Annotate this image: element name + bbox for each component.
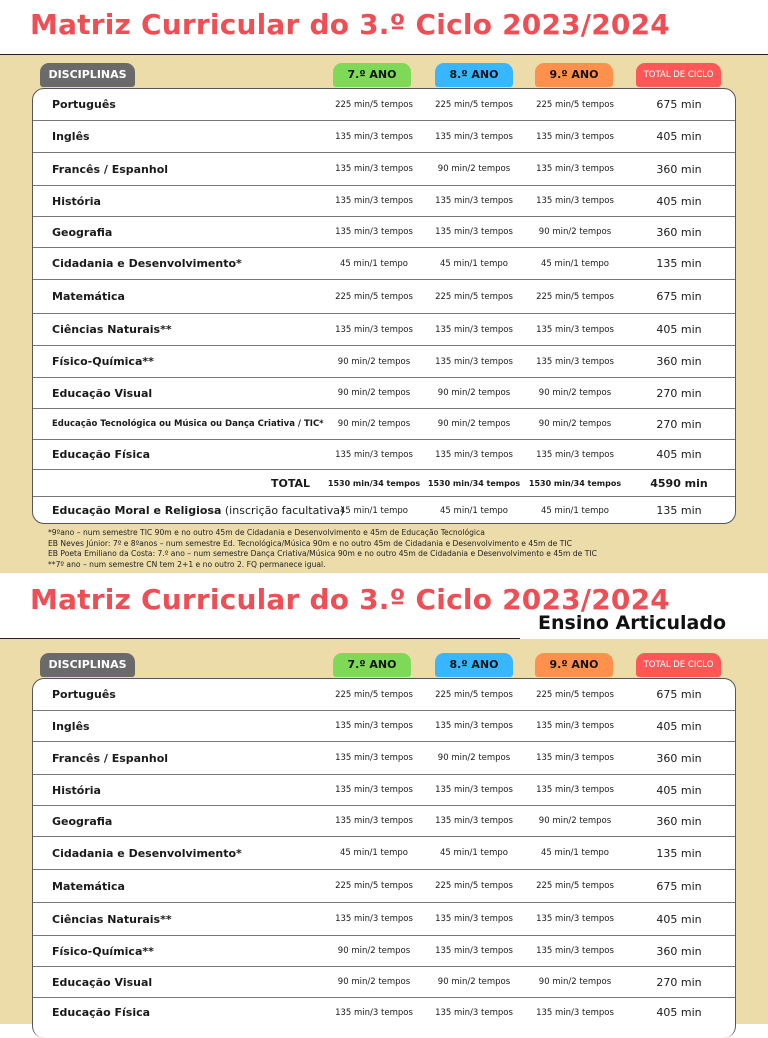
total-value: 360 min bbox=[656, 814, 702, 828]
9-ano-value: 225 min/5 tempos bbox=[536, 881, 614, 891]
9-ano-value: 45 min/1 tempo bbox=[541, 848, 609, 858]
emr-note: (inscrição facultativa) bbox=[221, 504, 345, 517]
7-ano-value: 90 min/2 tempos bbox=[337, 388, 411, 398]
8-ano-value: 90 min/2 tempos bbox=[437, 977, 511, 987]
footnote: *9ºano – num semestre TIC 90m e no outro 45m de Cidadania e Desenvolvimento e 45m de Educação Tecnológica bbox=[48, 528, 485, 537]
9-ano-value: 135 min/3 tempos bbox=[536, 1007, 614, 1018]
grand-total: 4590 min bbox=[650, 476, 708, 490]
8-ano-value: 45 min/1 tempo bbox=[440, 505, 508, 516]
table-row bbox=[33, 997, 735, 1027]
total-value: 360 min bbox=[656, 225, 702, 239]
table-row bbox=[33, 313, 735, 345]
7-ano-value: 90 min/2 tempos bbox=[337, 946, 411, 956]
subject-name: Ciências Naturais** bbox=[52, 912, 172, 926]
total-value: 135 min bbox=[656, 504, 702, 517]
subject-name: Francês / Espanhol bbox=[52, 162, 169, 176]
9-ano-value: 135 min/3 tempos bbox=[536, 164, 614, 174]
footnotes bbox=[48, 528, 748, 570]
9-ano-value: 135 min/3 tempos bbox=[536, 785, 614, 795]
9-ano-value: 225 min/5 tempos bbox=[536, 99, 614, 110]
total-value: 135 min bbox=[656, 846, 702, 860]
9-ano-value: 90 min/2 tempos bbox=[538, 419, 612, 429]
8-ano-value: 45 min/1 tempo bbox=[440, 848, 508, 858]
total-value: 675 min bbox=[656, 290, 702, 303]
subject-name: Físico-Química** bbox=[52, 944, 154, 958]
table-row bbox=[33, 89, 735, 120]
8-ano-value: 135 min/3 tempos bbox=[435, 356, 513, 367]
page-title-articulado: Matriz Curricular do 3.º Ciclo 2023/2024 bbox=[30, 583, 670, 616]
total-value: 675 min bbox=[656, 879, 702, 893]
7-ano-value: 225 min/5 tempos bbox=[335, 689, 413, 700]
header-8-ano: 8.º ANO bbox=[435, 653, 513, 677]
7-ano-value: 135 min/3 tempos bbox=[335, 131, 413, 142]
total-value: 405 min bbox=[656, 130, 702, 143]
table-row-emr bbox=[33, 496, 735, 524]
header-7-ano: 7.º ANO bbox=[333, 63, 411, 87]
9-ano-value: 90 min/2 tempos bbox=[538, 227, 612, 237]
header-total-ciclo: TOTAL DE CICLO bbox=[636, 653, 721, 677]
table-row bbox=[33, 377, 735, 408]
9-ano-value: 90 min/2 tempos bbox=[538, 816, 612, 826]
7-ano-value: 225 min/5 tempos bbox=[335, 291, 413, 302]
total-value: 405 min bbox=[656, 194, 702, 208]
8-ano-value: 90 min/2 tempos bbox=[437, 164, 511, 174]
8-ano-value: 225 min/5 tempos bbox=[435, 99, 513, 110]
9-ano-value: 135 min/3 tempos bbox=[536, 356, 614, 367]
total-value: 405 min bbox=[656, 1006, 702, 1019]
header-total-ciclo: TOTAL DE CICLO bbox=[636, 63, 721, 87]
subject-name: Português bbox=[52, 98, 116, 111]
subject-name: Educação Visual bbox=[52, 386, 153, 400]
9-ano-value: 135 min/3 tempos bbox=[536, 753, 614, 763]
7-ano-value: 135 min/3 tempos bbox=[335, 816, 413, 826]
total-value: 405 min bbox=[656, 323, 702, 336]
9-ano-value: 135 min/3 tempos bbox=[536, 914, 614, 924]
9-ano-value: 135 min/3 tempos bbox=[536, 324, 614, 335]
table-row bbox=[33, 152, 735, 185]
9-ano-value: 90 min/2 tempos bbox=[538, 388, 612, 398]
7-ano-value: 135 min/3 tempos bbox=[335, 196, 413, 206]
emr-name: Educação Moral e Religiosa bbox=[52, 504, 222, 517]
total-value: 675 min bbox=[656, 98, 702, 111]
subject-name: Cidadania e Desenvolvimento* bbox=[52, 846, 242, 860]
9-ano-value: 135 min/3 tempos bbox=[536, 721, 614, 731]
8-ano-value: 225 min/5 tempos bbox=[435, 881, 513, 891]
7-ano-value: 225 min/5 tempos bbox=[335, 99, 413, 110]
subtitle-ensino-articulado: Ensino Articulado bbox=[538, 612, 726, 634]
table-row bbox=[33, 836, 735, 869]
subject-name bbox=[52, 497, 344, 524]
9-ano-value: 135 min/3 tempos bbox=[536, 196, 614, 206]
8-ano-value: 135 min/3 tempos bbox=[435, 449, 513, 460]
subject-name: Matemática bbox=[52, 290, 125, 303]
7-ano-value: 135 min/3 tempos bbox=[335, 449, 413, 460]
8-ano-value: 90 min/2 tempos bbox=[437, 753, 511, 763]
subject-name: Educação Tecnológica ou Música ou Dança Criativa / TIC* bbox=[52, 419, 324, 429]
7-ano-value: 135 min/3 tempos bbox=[335, 324, 413, 335]
total-value: 360 min bbox=[656, 944, 702, 958]
total-value: 405 min bbox=[656, 912, 702, 926]
total-value: 270 min bbox=[656, 386, 702, 400]
7-ano-value: 90 min/2 tempos bbox=[337, 356, 411, 367]
total-value: 270 min bbox=[656, 975, 702, 989]
table-row bbox=[33, 869, 735, 902]
8-ano-value: 135 min/3 tempos bbox=[435, 227, 513, 237]
table-row bbox=[33, 185, 735, 216]
table-row bbox=[33, 439, 735, 469]
subject-name: História bbox=[52, 783, 101, 797]
7-ano-value: 135 min/3 tempos bbox=[335, 753, 413, 763]
header-disciplinas: DISCIPLINAS bbox=[40, 653, 135, 677]
total-value: 405 min bbox=[656, 719, 702, 733]
subject-name: Educação Visual bbox=[52, 975, 153, 989]
subject-name: Educação Física bbox=[52, 448, 151, 461]
7-ano-value: 90 min/2 tempos bbox=[337, 977, 411, 987]
8-ano-value: 45 min/1 tempo bbox=[440, 258, 508, 269]
total-value: 405 min bbox=[656, 448, 702, 461]
7-ano-value: 90 min/2 tempos bbox=[337, 419, 411, 429]
subject-name: Inglês bbox=[52, 130, 90, 143]
total-value: 360 min bbox=[656, 751, 702, 765]
curriculum-table bbox=[32, 88, 736, 524]
total-value: 360 min bbox=[656, 355, 702, 368]
subject-name: Cidadania e Desenvolvimento* bbox=[52, 257, 242, 270]
9-ano-value: 225 min/5 tempos bbox=[536, 291, 614, 302]
table-row bbox=[33, 345, 735, 377]
table-row bbox=[33, 741, 735, 774]
7-ano-value: 135 min/3 tempos bbox=[335, 721, 413, 731]
subject-name: Físico-Química** bbox=[52, 355, 154, 368]
9-ano-value: 45 min/1 tempo bbox=[541, 505, 609, 516]
9-ano-value: 135 min/3 tempos bbox=[536, 449, 614, 460]
9-ano-value: 90 min/2 tempos bbox=[538, 977, 612, 987]
header-disciplinas: DISCIPLINAS bbox=[40, 63, 135, 87]
8-ano-value: 135 min/3 tempos bbox=[435, 1007, 513, 1018]
subject-name: Matemática bbox=[52, 879, 125, 893]
9-ano-value: 225 min/5 tempos bbox=[536, 689, 614, 700]
subject-name: História bbox=[52, 194, 101, 208]
total-value: 270 min bbox=[656, 417, 702, 431]
8-ano-value: 135 min/3 tempos bbox=[435, 946, 513, 956]
8-ano-value: 135 min/3 tempos bbox=[435, 131, 513, 142]
8-ano-value: 135 min/3 tempos bbox=[435, 324, 513, 335]
footnote: EB Neves Júnior: 7º e 8ºanos – num semestre Ed. Tecnológica/Música 90m e no outro 45m de Cidadania e Desenvolvimento e 45m de TIC bbox=[48, 538, 572, 548]
table-row bbox=[33, 216, 735, 247]
subject-name: Geografia bbox=[52, 225, 113, 239]
9-ano-value: 45 min/1 tempo bbox=[541, 258, 609, 269]
8-ano-total: 1530 min/34 tempos bbox=[427, 478, 521, 488]
7-ano-value: 135 min/3 tempos bbox=[335, 914, 413, 924]
table-row bbox=[33, 935, 735, 966]
subject-name: Educação Física bbox=[52, 1006, 151, 1019]
header-8-ano: 8.º ANO bbox=[435, 63, 513, 87]
8-ano-value: 225 min/5 tempos bbox=[435, 291, 513, 302]
total-label: TOTAL bbox=[270, 476, 310, 490]
8-ano-value: 135 min/3 tempos bbox=[435, 785, 513, 795]
total-value: 405 min bbox=[656, 783, 702, 797]
footnote: **7º ano – num semestre CN tem 2+1 e no outro 2. FQ permanece igual. bbox=[48, 559, 326, 569]
7-ano-value: 45 min/1 tempo bbox=[340, 505, 408, 516]
total-row bbox=[33, 469, 735, 496]
table-row bbox=[33, 902, 735, 935]
7-ano-value: 135 min/3 tempos bbox=[335, 227, 413, 237]
subject-name: Português bbox=[52, 688, 116, 701]
7-ano-value: 225 min/5 tempos bbox=[335, 881, 413, 891]
7-ano-value: 135 min/3 tempos bbox=[335, 1007, 413, 1018]
subject-name: Geografia bbox=[52, 814, 113, 828]
8-ano-value: 135 min/3 tempos bbox=[435, 914, 513, 924]
7-ano-value: 45 min/1 tempo bbox=[340, 258, 408, 269]
table-row bbox=[33, 679, 735, 710]
table-row bbox=[33, 279, 735, 313]
total-value: 135 min bbox=[656, 257, 702, 270]
subject-name: Ciências Naturais** bbox=[52, 323, 172, 336]
table-row bbox=[33, 408, 735, 439]
8-ano-value: 135 min/3 tempos bbox=[435, 816, 513, 826]
9-ano-value: 135 min/3 tempos bbox=[536, 131, 614, 142]
table-row bbox=[33, 966, 735, 997]
8-ano-value: 90 min/2 tempos bbox=[437, 419, 511, 429]
subject-name: Francês / Espanhol bbox=[52, 751, 169, 765]
curriculum-table-articulado bbox=[32, 678, 736, 1038]
9-ano-total: 1530 min/34 tempos bbox=[528, 478, 622, 488]
8-ano-value: 135 min/3 tempos bbox=[435, 721, 513, 731]
header-7-ano: 7.º ANO bbox=[333, 653, 411, 677]
subject-name: Inglês bbox=[52, 719, 90, 733]
8-ano-value: 90 min/2 tempos bbox=[437, 388, 511, 398]
7-ano-value: 135 min/3 tempos bbox=[335, 785, 413, 795]
total-value: 675 min bbox=[656, 688, 702, 701]
7-ano-value: 45 min/1 tempo bbox=[340, 848, 408, 858]
7-ano-total: 1530 min/34 tempos bbox=[327, 478, 421, 488]
7-ano-value: 135 min/3 tempos bbox=[335, 164, 413, 174]
header-9-ano: 9.º ANO bbox=[535, 653, 613, 677]
8-ano-value: 135 min/3 tempos bbox=[435, 196, 513, 206]
total-value: 360 min bbox=[656, 162, 702, 176]
table-row bbox=[33, 247, 735, 279]
table-row bbox=[33, 710, 735, 741]
table-row bbox=[33, 805, 735, 836]
page-title: Matriz Curricular do 3.º Ciclo 2023/2024 bbox=[30, 8, 670, 41]
8-ano-value: 225 min/5 tempos bbox=[435, 689, 513, 700]
9-ano-value: 135 min/3 tempos bbox=[536, 946, 614, 956]
table-row bbox=[33, 120, 735, 152]
header-9-ano: 9.º ANO bbox=[535, 63, 613, 87]
footnote: EB Poeta Emiliano da Costa: 7.º ano – num semestre Dança Criativa/Música 90m e no outro 45m de Cidadania e Desenvolvimento e 45m de TIC bbox=[48, 549, 597, 558]
table-row bbox=[33, 774, 735, 805]
